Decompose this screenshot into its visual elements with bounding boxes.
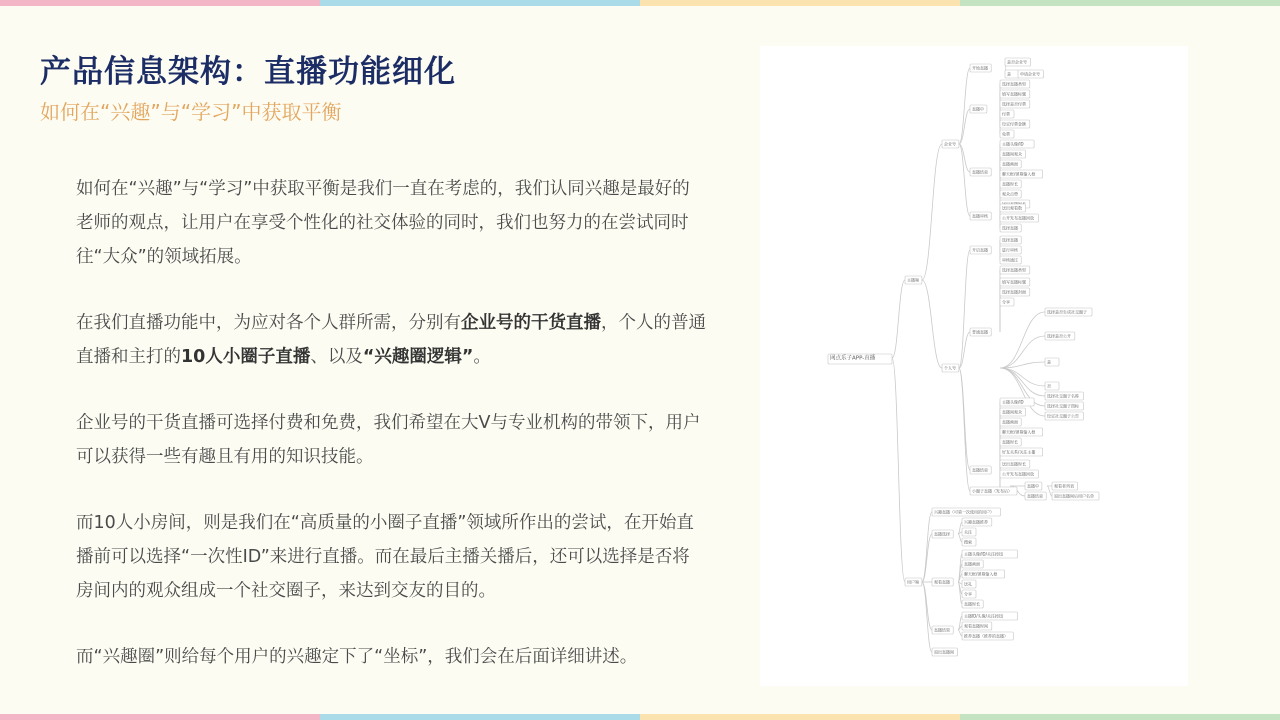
mindmap-leaf-label: 直播结束 — [1027, 493, 1043, 499]
mindmap-leaf — [1000, 150, 1026, 158]
mindmap-l3-node — [970, 328, 991, 336]
mindmap-leaf — [1000, 256, 1021, 264]
mindmap-leaf-label: 选择直播类型 — [1002, 267, 1026, 273]
mindmap-l3-node-label: 直播审核 — [972, 213, 988, 219]
mindmap-leaf-label: 聊天框/弹幕输入框 — [1002, 171, 1036, 177]
bottom-color-stripe — [0, 714, 1280, 720]
mindmap-l2-node — [932, 530, 953, 538]
paragraph-1: 如何在“兴趣”与“学习”中获取平衡是我们一直在考虑的，我们认同兴趣是最好的老师的观点，让用户在享受个性化的社交体验的同时，我们也努力的在尝试同时往“大众”的领域拓展。 — [76, 179, 690, 267]
text-run: ，个人的普通直播和主打的 — [76, 313, 706, 367]
mindmap-enterprise-label: 企业号 — [944, 141, 956, 147]
mindmap-leaf — [1000, 266, 1030, 274]
mindmap-leaf — [962, 580, 976, 588]
mindmap-leaf — [1000, 160, 1021, 168]
mindmap-leaf — [1000, 418, 1021, 426]
mindmap-leaf — [1045, 382, 1059, 390]
mindmap-leaf — [1045, 392, 1083, 400]
mindmap-leaf-label: 申请企业号 — [1020, 71, 1040, 77]
mindmap-diagram — [760, 46, 1188, 686]
mindmap-leaf — [1000, 214, 1038, 222]
mindmap-leaf — [1000, 298, 1014, 306]
stripe-segment — [960, 714, 1280, 720]
mindmap-l2-node-label: 兴趣直播（可第一次使用的用户） — [934, 509, 994, 515]
mindmap-leaf — [962, 560, 983, 568]
mindmap-leaf — [962, 632, 1013, 640]
body-text — [76, 172, 706, 706]
mindmap-leaf — [962, 518, 992, 526]
mindmap-l3-node — [970, 105, 987, 113]
mindmap-leaf-label: 选择是否生成社交圈子 — [1047, 309, 1087, 315]
paragraph-2 — [76, 306, 706, 374]
mindmap-host-branch-label: 主播端 — [907, 277, 919, 283]
mindmap-leaf-label: 是 — [1007, 71, 1011, 77]
mindmap-connector — [1000, 368, 1045, 386]
mindmap-l2-node — [932, 648, 958, 656]
mindmap-leaf-label: 送礼 — [964, 581, 972, 587]
mindmap-l2-node-label: 直播选择 — [934, 531, 950, 537]
mindmap-l3-node — [970, 212, 991, 220]
mindmap-leaf — [1005, 58, 1031, 66]
mindmap-leaf-label: 送出直播时长 — [1002, 461, 1026, 467]
mindmap-leaf-label: 送出观看数 — [1002, 205, 1022, 211]
mindmap-connector — [892, 358, 905, 582]
page-title: 产品信息架构：直播功能细化 — [40, 54, 456, 90]
mindmap-leaf — [962, 550, 1018, 558]
stripe-segment — [0, 714, 320, 720]
mindmap-leaf — [962, 528, 976, 536]
mindmap-connector — [959, 109, 970, 144]
mindmap-leaf — [1000, 398, 1034, 406]
mindmap-leaf-label: 是否企业号 — [1007, 59, 1027, 65]
mindmap-leaf — [1000, 288, 1030, 296]
mindmap-connector — [922, 280, 942, 368]
mindmap-leaf — [1000, 204, 1026, 212]
mindmap-leaf — [962, 622, 992, 630]
mindmap-l3-node-label: 小圈子直播（发布后） — [972, 488, 1012, 494]
mindmap-leaf-label: 设定社交圈子公告 — [1047, 413, 1079, 419]
mindmap-leaf-label: 选择直播 — [1002, 225, 1018, 231]
mindmap-l2-node — [932, 508, 1001, 516]
mindmap-leaf-label: 直播时长 — [964, 601, 980, 607]
mindmap-leaf — [1000, 120, 1030, 128]
mindmap-leaf — [1000, 140, 1034, 148]
mindmap-leaf-label: 兴趣直播推荐 — [964, 519, 988, 525]
paragraph-5: 而“兴趣圈”则给每个用户的兴趣定下了“坐标”，我们会在后面详细讲述。 — [76, 647, 638, 667]
stripe-segment — [960, 0, 1280, 6]
mindmap-leaf-label: 选择社交圈子名称 — [1047, 393, 1079, 399]
mindmap-l2-node — [932, 578, 953, 586]
mindmap-leaf — [1000, 80, 1030, 88]
mindmap-connector — [922, 512, 932, 582]
mindmap-l3-node-label: 开启直播 — [972, 247, 988, 253]
mindmap-enterprise — [942, 140, 959, 148]
mindmap-connector — [959, 368, 970, 470]
mindmap-l3-node-label: 开始直播 — [972, 65, 988, 71]
stripe-segment — [640, 714, 960, 720]
mindmap-leaf — [1000, 438, 1021, 446]
mindmap-leaf-label: 选择直播封面 — [1002, 289, 1026, 295]
mindmap-leaf — [1045, 402, 1083, 410]
mindmap-l3-node — [970, 246, 991, 254]
mindmap-connector — [922, 534, 932, 582]
mindmap-connector — [959, 144, 970, 216]
text-run: 。 — [473, 347, 491, 367]
mindmap-leaf-label: 主播头像/ID/关注按钮 — [964, 551, 1003, 557]
mindmap-connector — [1000, 312, 1045, 368]
mindmap-leaf — [1000, 180, 1021, 188]
mindmap-leaf-label: 设定付费金额 — [1002, 121, 1026, 127]
mindmap-l3-node-label: 直播结束 — [972, 467, 988, 473]
mindmap-personal-label: 个人号 — [944, 365, 956, 371]
mindmap-connector — [959, 368, 970, 491]
mindmap-leaf — [1045, 358, 1059, 366]
mindmap-leaf-label: 观看直播时间 — [964, 623, 988, 629]
mindmap-leaf — [1045, 412, 1083, 420]
mindmap-leaf-label: 观众点赞 — [1002, 191, 1018, 197]
mindmap-l3-node-label: 直播结束 — [972, 169, 988, 175]
mindmap-leaf — [1045, 332, 1075, 340]
mindmap-leaf-label: 主播ID/头像/关注按钮 — [964, 613, 1003, 619]
mindmap-leaf — [962, 612, 1018, 620]
mindmap-leaf — [1000, 100, 1030, 108]
mindmap-l3-node — [970, 466, 991, 474]
text-run: 在我们直播功能中，为应对各个人群所需，分别有 — [76, 313, 461, 333]
mindmap-personal — [942, 364, 959, 372]
mindmap-image — [760, 46, 1188, 686]
mindmap-leaf-label: 公开发布直播回放 — [1002, 215, 1034, 221]
stripe-segment — [320, 0, 640, 6]
paragraph-4: 而10人小房间，则是我们在“高质量的小圈子直播”领域所作出的尝试，在开始直播前可以选择“一次性ID”来进行直播。而在最后主播关播后，还可以选择是否将房间内的观众组成一个社交圈子，来达到交友的目的。 — [76, 513, 694, 601]
mindmap-leaf — [1000, 190, 1021, 198]
mindmap-leaf-label: 分享 — [964, 591, 972, 597]
mindmap-leaf — [962, 590, 976, 598]
mindmap-leaf-label: 好友关系/关注主播 — [1002, 449, 1036, 455]
bold-highlight: 10人小圈子直播 — [181, 347, 311, 367]
mindmap-l3-node — [970, 168, 991, 176]
mindmap-leaf — [1000, 278, 1030, 286]
text-run: 、以及 — [310, 347, 363, 367]
mindmap-l3-node-label: 普通直播 — [972, 329, 988, 335]
mindmap-l3-node — [970, 487, 1017, 495]
mindmap-leaf-label: 公开发布直播回放 — [1002, 471, 1034, 477]
mindmap-leaf-label: 直播画面 — [1002, 161, 1018, 167]
mindmap-leaf-label: 免费 — [1002, 131, 1010, 137]
bold-highlight: “兴趣圈逻辑” — [362, 347, 474, 367]
mindmap-leaf — [1000, 460, 1030, 468]
mindmap-leaf-label: 聊天框/弹幕输入框 — [964, 571, 998, 577]
mindmap-leaf-label: 直播时长 — [1002, 181, 1018, 187]
mindmap-leaf — [1000, 224, 1021, 232]
mindmap-leaf-label: 聊天框/弹幕输入框 — [1002, 429, 1036, 435]
mindmap-connector — [958, 534, 962, 542]
mindmap-leaf-label: 选择是否付费 — [1002, 101, 1026, 107]
mindmap-l3-node — [970, 64, 991, 72]
mindmap-leaf-label: 填写直播标题 — [1002, 279, 1026, 285]
mindmap-leaf-label: 退出直播间后用户名单 — [1054, 493, 1094, 499]
mindmap-user-branch — [905, 578, 922, 586]
mindmap-leaf-label: 直播中 — [1027, 483, 1039, 489]
page-subtitle: 如何在“兴趣”与“学习”中获取平衡 — [40, 100, 342, 124]
mindmap-leaf-label: 分享 — [1002, 299, 1010, 305]
mindmap-leaf — [1000, 428, 1043, 436]
mindmap-l2-node-label: 退出直播间 — [934, 649, 954, 655]
mindmap-leaf — [962, 570, 1005, 578]
mindmap-connector — [922, 144, 942, 280]
mindmap-leaf — [1000, 236, 1021, 244]
mindmap-leaf-label: 直播画面 — [1002, 419, 1018, 425]
mindmap-leaf — [1000, 90, 1030, 98]
mindmap-leaf — [1000, 110, 1014, 118]
mindmap-leaf — [1000, 246, 1021, 254]
mindmap-connector — [892, 280, 905, 358]
mindmap-leaf — [1025, 482, 1042, 490]
mindmap-leaf — [1018, 70, 1044, 78]
mindmap-leaf-label: 主播头像/ID — [1002, 399, 1024, 405]
mindmap-leaf — [1052, 492, 1099, 500]
mindmap-leaf-label: 选择直播 — [1002, 237, 1018, 243]
mindmap-leaf-label: 直播间观众 — [1002, 151, 1022, 157]
mindmap-leaf — [1000, 130, 1014, 138]
mindmap-leaf-label: 进行审核 — [1002, 247, 1018, 253]
mindmap-leaf — [962, 538, 976, 546]
mindmap-root-label: 网点乐子APP-直播 — [830, 355, 876, 362]
mindmap-leaf — [1005, 70, 1019, 78]
mindmap-leaf-label: 关注 — [964, 529, 972, 535]
mindmap-connector — [958, 630, 962, 636]
mindmap-leaf — [1000, 448, 1043, 456]
mindmap-leaf — [1000, 470, 1038, 478]
stripe-segment — [0, 0, 320, 6]
mindmap-connector — [1047, 486, 1052, 496]
mindmap-leaf-label: 直播画面 — [964, 561, 980, 567]
mindmap-leaf-label: 审核通过 — [1002, 257, 1018, 263]
mindmap-connector — [959, 68, 970, 144]
mindmap-leaf-label: 直播间观众 — [1002, 409, 1022, 415]
mindmap-host-branch — [905, 276, 922, 284]
top-color-stripe — [0, 0, 1280, 6]
mindmap-leaf-label: 否 — [1047, 383, 1051, 389]
mindmap-l2-node-label: 观看直播 — [934, 579, 950, 585]
mindmap-leaf-label: 推荐直播（推荐的直播） — [964, 633, 1008, 639]
mindmap-connector — [922, 582, 932, 652]
stripe-segment — [320, 714, 640, 720]
mindmap-leaf-label: 是 — [1047, 359, 1051, 365]
mindmap-leaf — [1000, 170, 1043, 178]
mindmap-leaf-label: 付费 — [1002, 111, 1010, 117]
mindmap-user-branch-label: 用户端 — [907, 579, 919, 585]
mindmap-leaf-label: 填写直播标题 — [1002, 91, 1026, 97]
paragraph-3: 企业号的干货直播可选择付费和免费，我们希望在大V与专业机构的带领下，用户可以获得一些有趣且有用的知识技能。 — [76, 413, 701, 467]
mindmap-leaf-label: 直播时长 — [1002, 439, 1018, 445]
mindmap-l2-node-label: 直播结果 — [934, 627, 950, 633]
mindmap-leaf — [1052, 482, 1078, 490]
mindmap-leaf-label: 选择社交圈子图标 — [1047, 403, 1079, 409]
mindmap-leaf — [1000, 408, 1026, 416]
mindmap-leaf-label: 主播头像/ID — [1002, 141, 1024, 147]
mindmap-connector — [922, 582, 932, 630]
mindmap-leaf-label: 观看者列表 — [1054, 483, 1074, 489]
mindmap-leaf — [1045, 308, 1092, 316]
mindmap-leaf — [1025, 492, 1046, 500]
mindmap-root — [828, 354, 892, 365]
bold-highlight: 企业号的干货直播 — [461, 313, 601, 333]
mindmap-leaf-label: 选择直播类型 — [1002, 81, 1026, 87]
mindmap-leaf-label: 搜索 — [964, 539, 972, 545]
mindmap-leaf — [962, 600, 983, 608]
stripe-segment — [640, 0, 960, 6]
mindmap-leaf-label: 选择是否公开 — [1047, 333, 1071, 339]
mindmap-l2-node — [932, 626, 953, 634]
mindmap-l3-node-label: 直播中 — [972, 106, 984, 112]
